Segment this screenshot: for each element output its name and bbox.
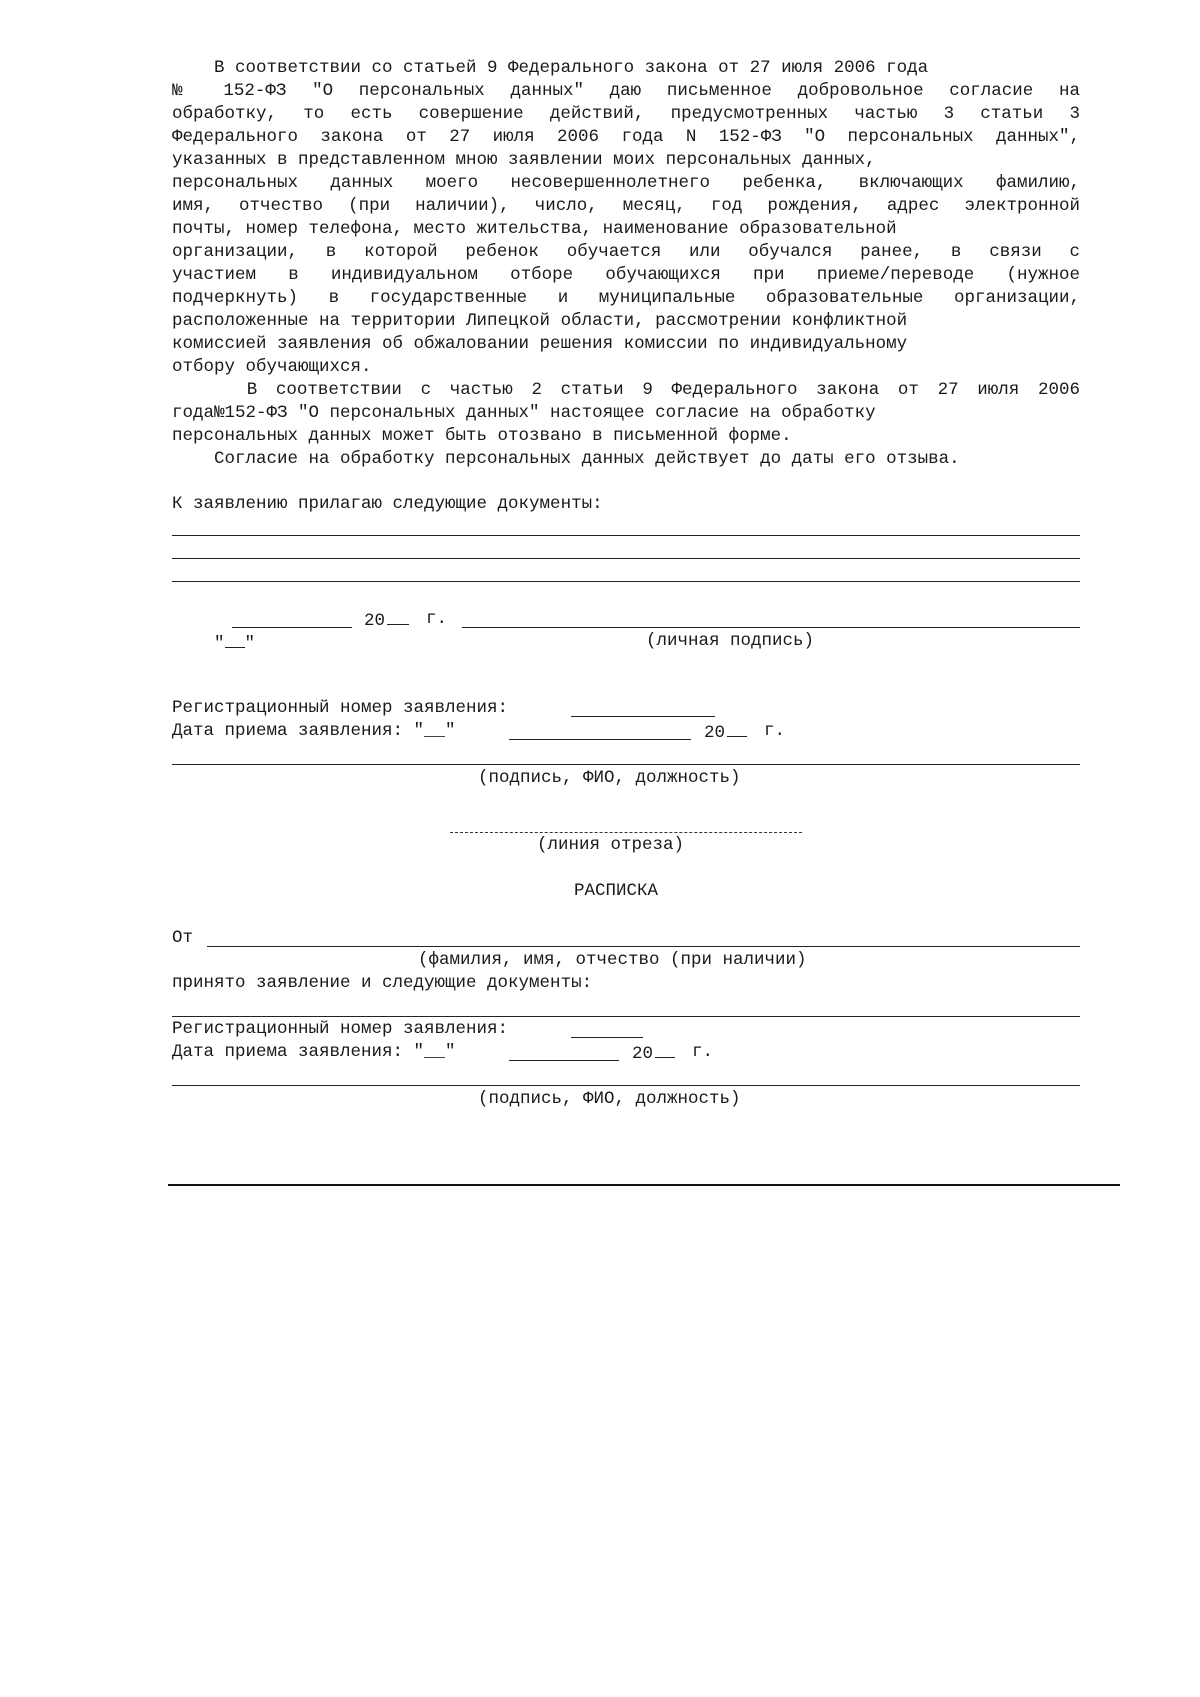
month-field[interactable] bbox=[232, 627, 352, 628]
consent-line: подчеркнуть) в государственные и муниципальные образовательные организации, bbox=[172, 288, 1080, 308]
reg-year-suffix: г. bbox=[764, 721, 786, 741]
reg-year-field[interactable] bbox=[727, 720, 747, 737]
consent-line: обработку, то есть совершение действий, предусмотренных частью 3 статьи 3 bbox=[172, 104, 1080, 124]
consent-line: имя, отчество (при наличии), число, месяц, год рождения, адрес электронной bbox=[172, 196, 1080, 216]
receipt-date-month-field[interactable] bbox=[509, 1060, 619, 1061]
reg-number-field[interactable] bbox=[571, 716, 715, 717]
consent-line: расположенные на территории Липецкой области, рассмотрении конфликтной bbox=[172, 311, 908, 331]
receipt-from-field[interactable] bbox=[207, 946, 1080, 947]
consent-line: организации, в которой ребенок обучается или обучался ранее, в связи с bbox=[172, 242, 1080, 262]
personal-signature-field[interactable] bbox=[462, 627, 1080, 628]
consent-line: Согласие на обработку персональных данных действует до даты его отзыва. bbox=[172, 449, 960, 469]
consent-line: В соответствии со статьей 9 Федерального закона от 27 июля 2006 года bbox=[172, 58, 929, 78]
year-suffix: г. bbox=[426, 609, 448, 629]
consent-line: года№152-ФЗ "О персональных данных" настоящее согласие на обработку bbox=[172, 403, 876, 423]
cut-line bbox=[450, 832, 802, 833]
receipt-year-prefix: 20 bbox=[632, 1044, 654, 1064]
receipt-signature-caption: (подпись, ФИО, должность) bbox=[478, 1089, 741, 1109]
reg-signature-field[interactable] bbox=[172, 764, 1080, 765]
consent-line: Федерального закона от 27 июля 2006 года N 152-ФЗ "О персональных данных", bbox=[172, 127, 1080, 147]
cut-line-caption: (линия отреза) bbox=[537, 835, 685, 855]
receipt-date-label: Дата приема заявления: "__" bbox=[172, 1042, 456, 1062]
reg-year-prefix: 20 bbox=[704, 723, 726, 743]
receipt-signature-field[interactable] bbox=[172, 1085, 1080, 1086]
year-field[interactable] bbox=[387, 608, 409, 625]
receipt-accepted-text: принято заявление и следующие документы: bbox=[172, 973, 593, 993]
reg-signature-caption: (подпись, ФИО, должность) bbox=[478, 768, 741, 788]
consent-line: комиссией заявления об обжаловании решения комиссии по индивидуальному bbox=[172, 334, 908, 354]
day-quote-close: " bbox=[244, 634, 256, 654]
personal-signature-caption: (личная подпись) bbox=[646, 631, 815, 651]
receipt-from-caption: (фамилия, имя, отчество (при наличии) bbox=[418, 950, 807, 970]
receipt-year-suffix: г. bbox=[692, 1042, 714, 1062]
receipt-title: РАСПИСКА bbox=[574, 881, 659, 901]
year-row bbox=[364, 608, 409, 633]
applicant-date-row bbox=[172, 608, 255, 679]
receipt-from-label: От bbox=[172, 928, 194, 948]
reg-date-label: Дата приема заявления: "__" bbox=[172, 721, 456, 741]
receipt-year-row bbox=[632, 1041, 675, 1066]
consent-line: персональных данных моего несовершеннолетнего ребенка, включающих фамилию, bbox=[172, 173, 1080, 193]
consent-line: указанных в представленном мною заявлении моих персональных данных, bbox=[172, 150, 876, 170]
reg-number-label: Регистрационный номер заявления: bbox=[172, 698, 509, 718]
attachments-line-3[interactable] bbox=[172, 581, 1080, 582]
day-quote-open: " bbox=[214, 634, 225, 654]
reg-date-month-field[interactable] bbox=[509, 739, 691, 740]
consent-line: почты, номер телефона, место жительства, наименование образовательной bbox=[172, 219, 897, 239]
receipt-reg-number-label: Регистрационный номер заявления: bbox=[172, 1019, 509, 1039]
reg-year-row bbox=[704, 720, 747, 745]
bottom-rule bbox=[168, 1184, 1120, 1186]
consent-line: В соответствии с частью 2 статьи 9 Федерального закона от 27 июля 2006 bbox=[172, 380, 1080, 400]
day-field[interactable] bbox=[225, 631, 245, 648]
consent-line: отбору обучающихся. bbox=[172, 357, 372, 377]
receipt-year-field[interactable] bbox=[655, 1041, 675, 1058]
attachments-line-1[interactable] bbox=[172, 535, 1080, 536]
consent-line: № 152-ФЗ "О персональных данных" даю письменное добровольное согласие на bbox=[172, 81, 1080, 101]
attachments-line-2[interactable] bbox=[172, 558, 1080, 559]
consent-line: участием в индивидуальном отборе обучающихся при приеме/переводе (нужное bbox=[172, 265, 1080, 285]
year-prefix: 20 bbox=[364, 611, 386, 631]
consent-line: персональных данных может быть отозвано в письменной форме. bbox=[172, 426, 792, 446]
receipt-reg-number-field[interactable] bbox=[571, 1037, 643, 1038]
attachments-label: К заявлению прилагаю следующие документы: bbox=[172, 494, 603, 514]
receipt-documents-field[interactable] bbox=[172, 1016, 1080, 1017]
